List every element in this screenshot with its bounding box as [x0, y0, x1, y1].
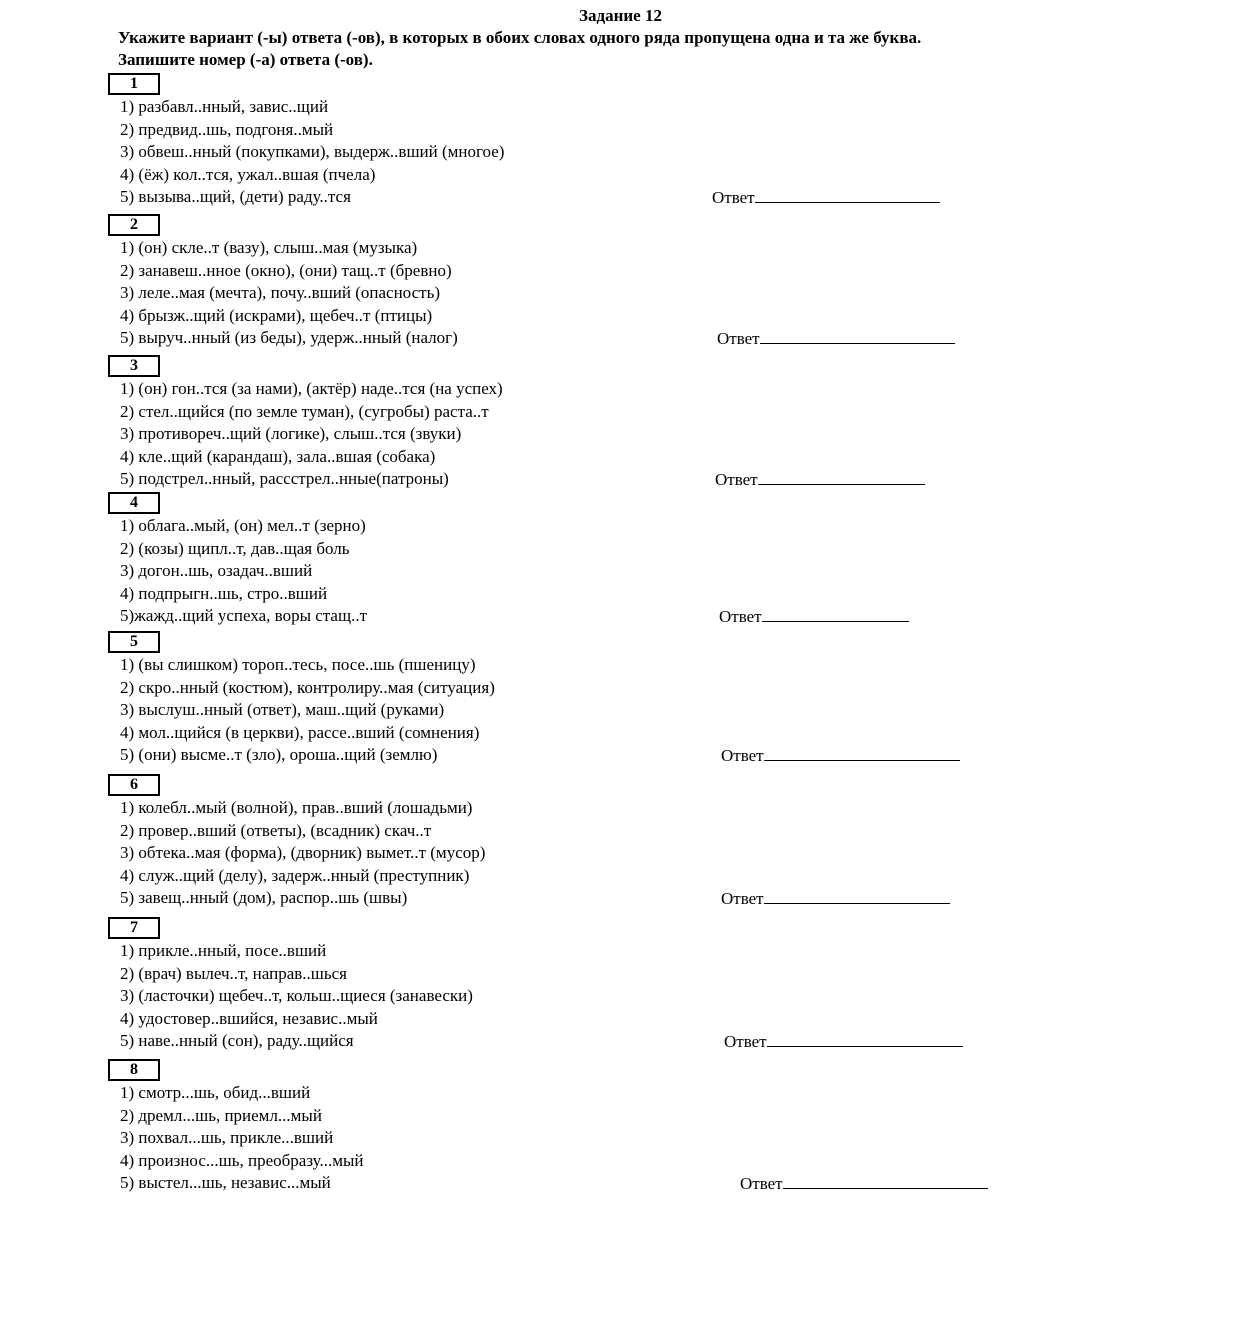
answer-option: 3) похвал...шь, прикле...вший [120, 1128, 334, 1148]
task-number-box: 8 [108, 1059, 160, 1081]
answer-field[interactable] [740, 1172, 988, 1195]
task-block-8 [108, 1059, 1108, 1195]
answer-option: 4) (ёж) кол..тся, ужал..вшая (пчела) [120, 164, 376, 184]
answer-option: 3) противореч..щий (логике), слыш..тся (звуки) [120, 424, 462, 444]
answer-option: 2) предвид..шь, подгоня..мый [120, 119, 334, 139]
answer-field[interactable] [719, 605, 909, 628]
answer-label: Ответ [740, 1174, 783, 1194]
answer-option: 3) догон..шь, озадач..вший [120, 561, 313, 581]
answer-field[interactable] [715, 468, 925, 491]
answer-option: 5) завещ..нный (дом), распор..шь (швы) [120, 888, 408, 908]
answer-option: 5) вызыва..щий, (дети) раду..тся [120, 187, 351, 207]
answer-field[interactable] [721, 887, 950, 910]
task-block-5 [108, 631, 1108, 767]
answer-label: Ответ [721, 889, 764, 909]
answer-option: 2) дремл...шь, приемл...мый [120, 1105, 322, 1125]
task-number-box: 5 [108, 631, 160, 653]
task-block-1 [108, 73, 1108, 209]
answer-option: 2) (козы) щипл..т, дав..щая боль [120, 538, 350, 558]
answer-label: Ответ [724, 1032, 767, 1052]
answer-option: 5)жажд..щий успеха, воры стащ..т [120, 606, 367, 626]
answer-option: 2) (врач) вылеч..т, направ..шься [120, 963, 347, 983]
answer-label: Ответ [721, 746, 764, 766]
answer-label: Ответ [719, 607, 762, 627]
answer-field[interactable] [724, 1030, 963, 1053]
answer-option: 2) скро..нный (костюм), контролиру..мая (ситуация) [120, 677, 495, 697]
task-block-7 [108, 917, 1108, 1053]
answer-option: 1) прикле..нный, посе..вший [120, 941, 327, 960]
answer-option: 4) удостовер..вшийся, независ..мый [120, 1008, 378, 1028]
answer-field[interactable] [717, 327, 955, 350]
answer-label: Ответ [712, 188, 755, 208]
answer-option: 5) (они) высме..т (зло), ороша..щий (землю) [120, 745, 438, 765]
instruction-line-1: Укажите вариант (-ы) ответа (-ов), в которых в обоих словах одного ряда пропущена одна и та же буква. [118, 28, 922, 47]
answer-option: 1) (вы слишком) тороп..тесь, посе..шь (пшеницу) [120, 655, 476, 674]
answer-option: 2) занавеш..нное (окно), (они) тащ..т (бревно) [120, 260, 452, 280]
answer-option: 3) (ласточки) щебеч..т, кольш..щиеся (занавески) [120, 986, 473, 1006]
answer-label: Ответ [717, 329, 760, 349]
instruction-line-2: Запишите номер (-а) ответа (-ов). [118, 50, 373, 69]
answer-blank-line[interactable] [764, 887, 950, 904]
answer-option: 3) леле..мая (мечта), почу..вший (опасность) [120, 283, 440, 303]
answer-option: 1) (он) гон..тся (за нами), (актёр) наде..тся (на успех) [120, 379, 503, 398]
answer-label: Ответ [715, 470, 758, 490]
answer-option: 4) брызж..щий (искрами), щебеч..т (птицы) [120, 305, 433, 325]
answer-option: 4) кле..щий (карандаш), зала..вшая (собака) [120, 446, 436, 466]
answer-option: 4) произнос...шь, преобразу...мый [120, 1150, 364, 1170]
task-number-box: 2 [108, 214, 160, 236]
answer-field[interactable] [712, 186, 940, 209]
task-number-box: 1 [108, 73, 160, 95]
answer-option: 3) выслуш..нный (ответ), маш..щий (руками) [120, 700, 445, 720]
answer-option: 5) наве..нный (сон), раду..щийся [120, 1031, 354, 1051]
task-block-4 [108, 492, 1108, 628]
answer-option: 1) облага..мый, (он) мел..т (зерно) [120, 516, 366, 535]
answer-option: 4) мол..щийся (в церкви), рассе..вший (сомнения) [120, 722, 480, 742]
answer-blank-line[interactable] [758, 468, 925, 485]
answer-option: 3) обвеш..нный (покупками), выдерж..вший (многое) [120, 142, 505, 162]
task-number-box: 3 [108, 355, 160, 377]
answer-option: 1) (он) скле..т (вазу), слыш..мая (музыка) [120, 238, 418, 257]
answer-blank-line[interactable] [762, 605, 909, 622]
answer-blank-line[interactable] [783, 1172, 988, 1189]
task-block-3 [108, 355, 1108, 491]
answer-blank-line[interactable] [764, 744, 960, 761]
answer-blank-line[interactable] [755, 186, 940, 203]
answer-option: 1) колебл..мый (волной), прав..вший (лошадьми) [120, 798, 473, 817]
task-number-box: 4 [108, 492, 160, 514]
answer-option: 2) провер..вший (ответы), (всадник) скач..т [120, 820, 432, 840]
answer-option: 4) служ..щий (делу), задерж..нный (преступник) [120, 865, 470, 885]
answer-option: 3) обтека..мая (форма), (дворник) вымет..т (мусор) [120, 843, 486, 863]
answer-option: 5) выруч..нный (из беды), удерж..нный (налог) [120, 328, 458, 348]
answer-option: 2) стел..щийся (по земле туман), (сугробы) раста..т [120, 401, 489, 421]
answer-field[interactable] [721, 744, 960, 767]
answer-option: 5) выстел...шь, независ...мый [120, 1173, 331, 1193]
task-number-box: 6 [108, 774, 160, 796]
answer-option: 1) смотр...шь, обид...вший [120, 1083, 311, 1102]
answer-option: 4) подпрыгн..шь, стро..вший [120, 583, 328, 603]
task-number-box: 7 [108, 917, 160, 939]
answer-option: 1) разбавл..нный, завис..щий [120, 97, 329, 116]
answer-blank-line[interactable] [767, 1030, 963, 1047]
answer-blank-line[interactable] [760, 327, 955, 344]
answer-option: 5) подстрел..нный, рассстрел..нные(патроны) [120, 469, 449, 489]
task-title: Задание 12 [579, 6, 662, 25]
task-block-6 [108, 774, 1108, 910]
task-block-2 [108, 214, 1108, 350]
